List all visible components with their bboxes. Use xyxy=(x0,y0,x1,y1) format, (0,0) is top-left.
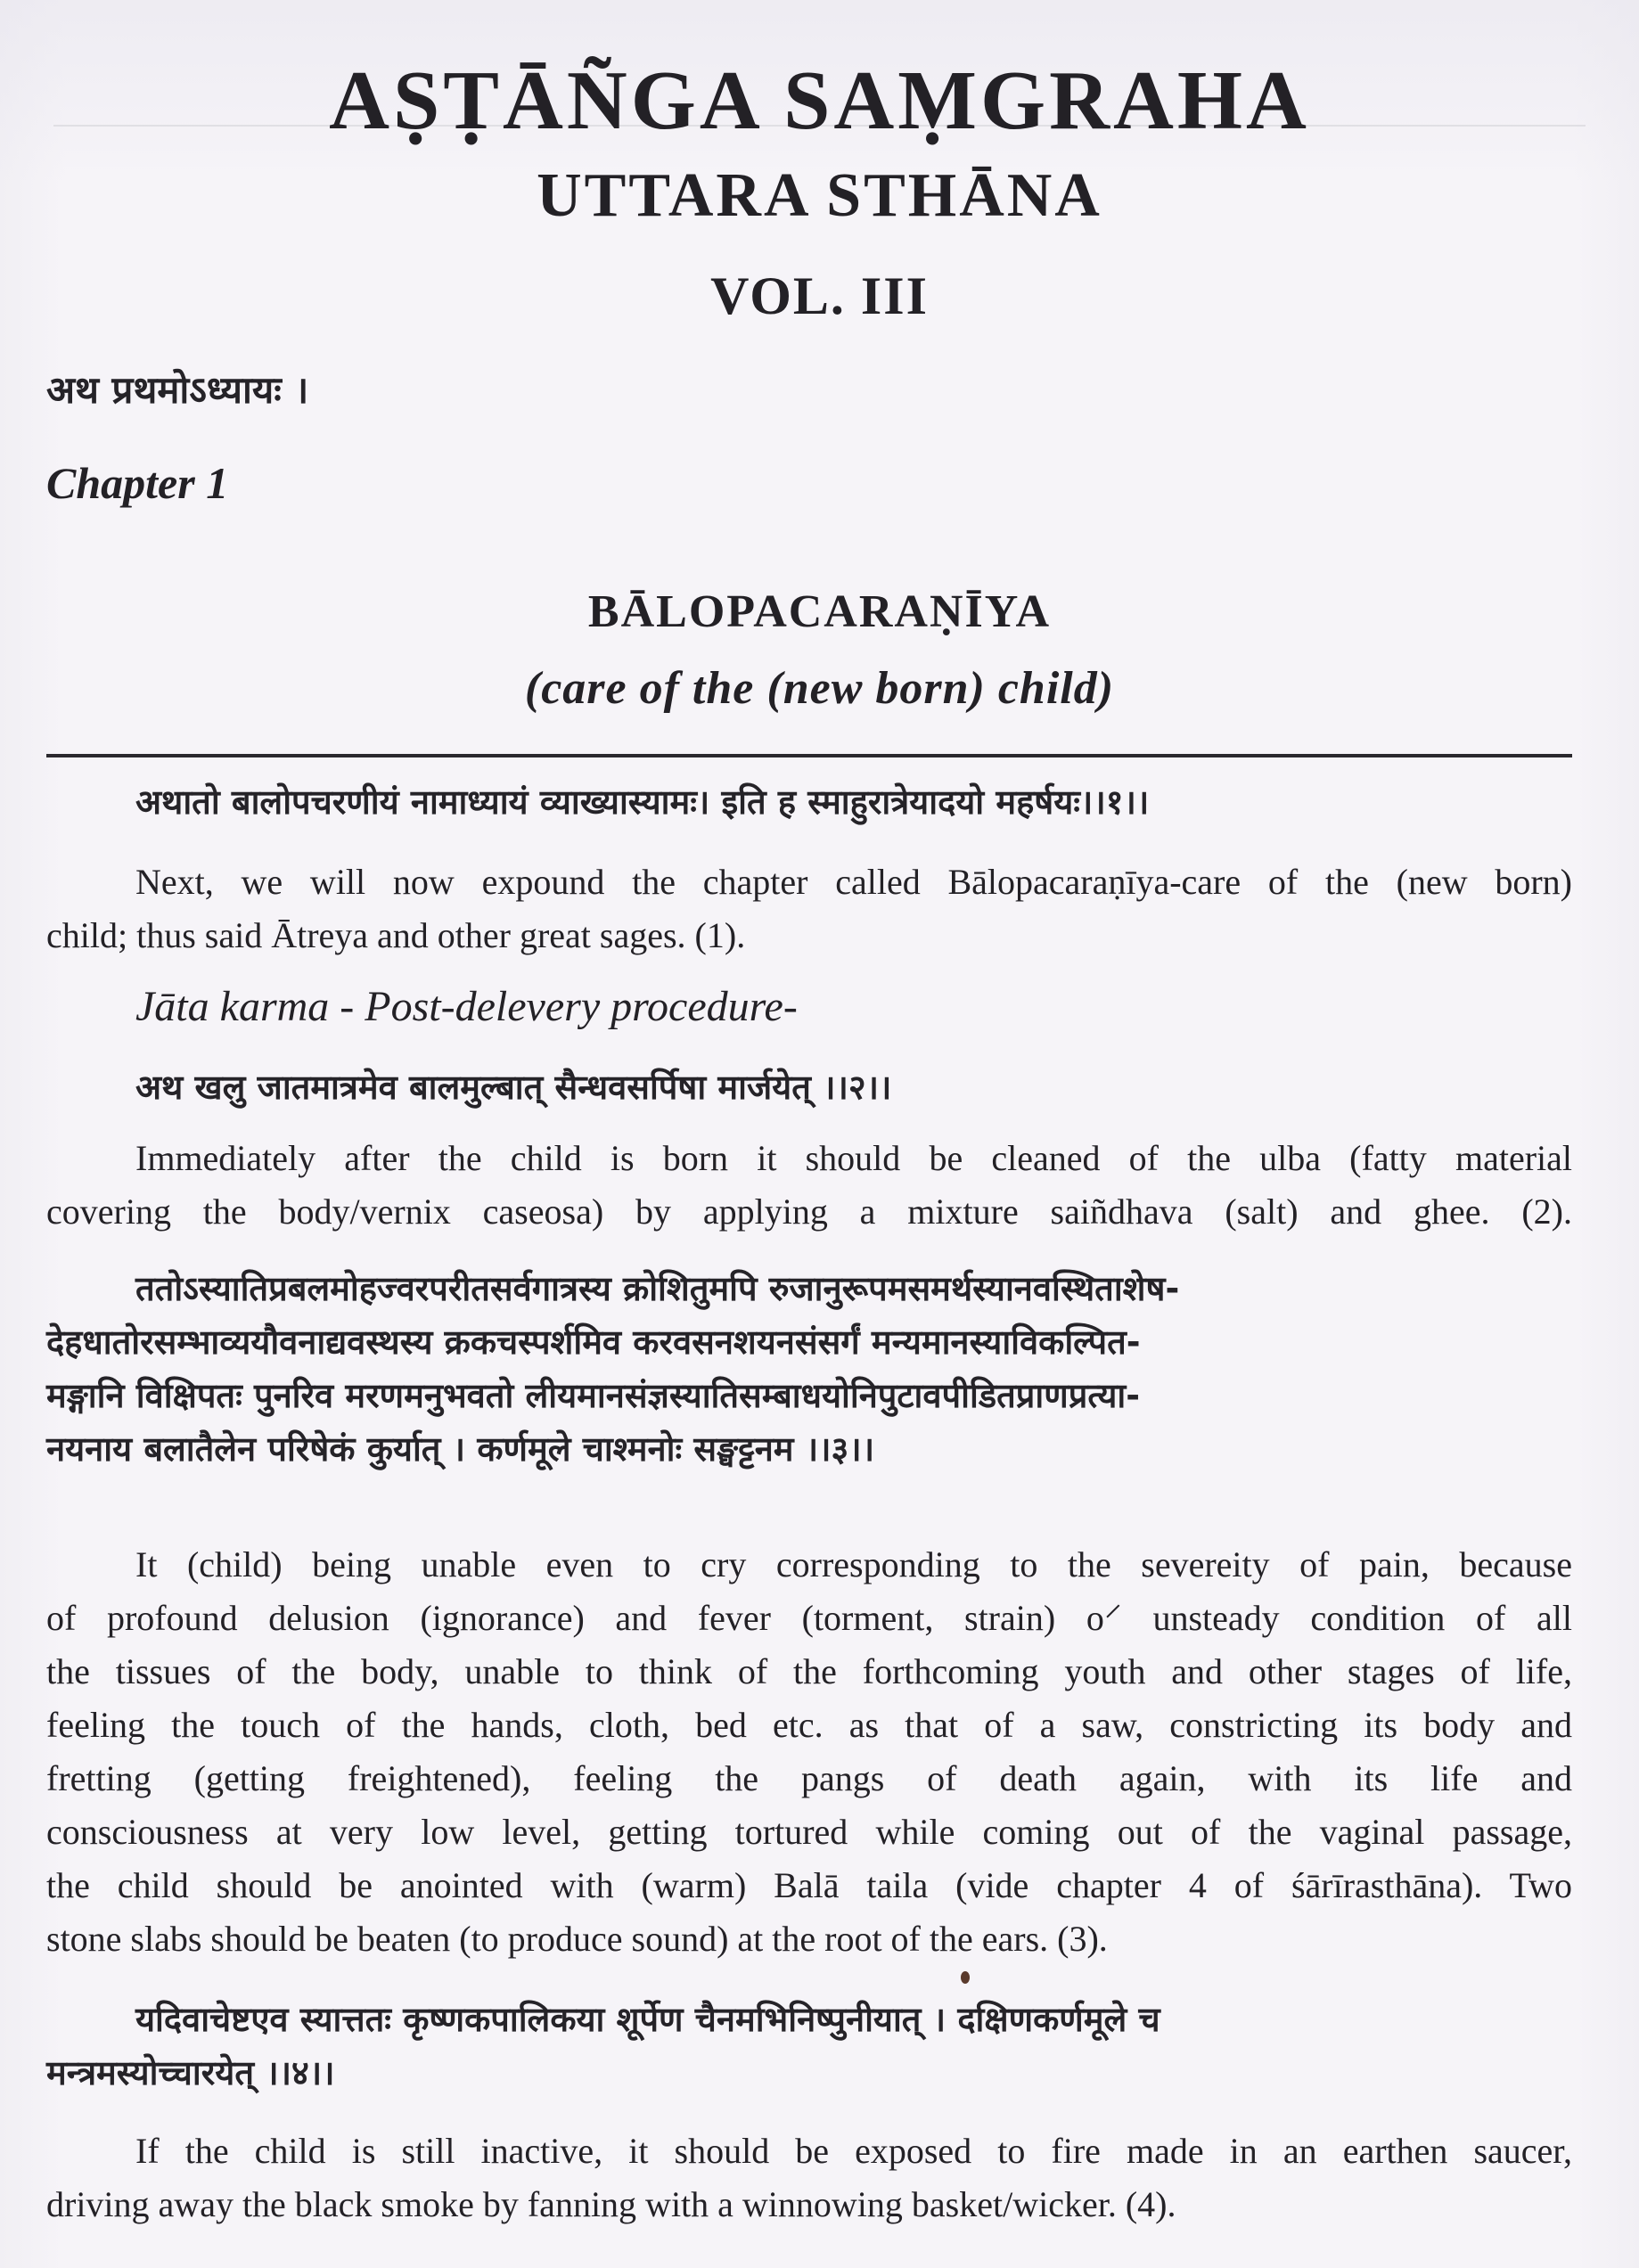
verse-line: अथातो बालोपचरणीयं नामाध्यायं व्याख्यास्यामः। इति ह स्माहुरात्रेयादयो महर्षयः।।१।। xyxy=(135,782,1150,822)
verse-line: ततोऽस्यातिप्रबलमोहज्वरपरीतसर्वगात्रस्य क्रोशितुमपि रुजानुरूपमसमर्थस्यानवस्थिताशेष- xyxy=(135,1269,1180,1308)
translation-1 xyxy=(46,856,1572,962)
translation-line: If the child is still inactive, it should be exposed to fire made in an earthen saucer, xyxy=(135,2131,1572,2171)
verse-line: अथ खलु जातमात्रमेव बालमुल्बात् सैन्धवसर्पिषा मार्जयेत् ।।२।। xyxy=(135,1068,892,1107)
verse-line: मन्त्रमस्योच्चारयेत् ।।४।। xyxy=(46,2053,335,2092)
translation-line: covering the body/vernix caseosa) by applying a mixture saiñdhava (salt) and ghee. (2). xyxy=(46,1191,1572,1232)
translation-line: It (child) being unable even to cry corresponding to the severeity of pain, because xyxy=(135,1544,1572,1584)
translation-4 xyxy=(46,2125,1572,2231)
translation-line: Immediately after the child is born it should be cleaned of the ulba (fatty material xyxy=(135,1138,1572,1178)
book-title: AṢṬĀÑGA SAṂGRAHA xyxy=(329,54,1310,147)
volume-label: VOL. III xyxy=(710,266,929,325)
translation-line: fretting (getting freightened), feeling the pangs of death again, with its life and xyxy=(46,1758,1572,1798)
verse-1 xyxy=(135,775,1572,829)
translation-line: feeling the touch of the hands, cloth, bed etc. as that of a saw, constricting its body and xyxy=(46,1705,1572,1745)
ink-speck xyxy=(961,1971,970,1984)
translation-2 xyxy=(46,1132,1572,1239)
subheading-jata-karma: Jāta karma - Post-delevery procedure- xyxy=(135,983,798,1030)
section-title: BĀLOPACARAṆĪYA xyxy=(587,586,1052,637)
book-subtitle: UTTARA STHĀNA xyxy=(537,161,1102,230)
verse-2 xyxy=(135,1060,1572,1114)
translation-line: the child should be anointed with (warm) Balā taila (vide chapter 4 of śārīrasthāna). Two xyxy=(46,1865,1572,1905)
translation-3 xyxy=(46,1538,1572,1966)
translation-line: Next, we will now expound the chapter called Bālopacaraṇīya-care of the (new born) xyxy=(135,862,1572,902)
section-subtitle: (care of the (new born) child) xyxy=(524,663,1115,714)
verse-line: मङ्गानि विक्षिपतः पुनरिव मरणमनुभवतो लीयमानसंज्ञस्यातिसम्बाधयोनिपुटावपीडितप्राणप्रत्या- xyxy=(46,1376,1141,1415)
verse-line: नयनाय बलातैलेन परिषेकं कुर्यात् । कर्णमूले चाश्मनोः सङ्घट्टनम ।।३।। xyxy=(46,1429,875,1469)
translation-line: driving away the black smoke by fanning with a winnowing basket/wicker. (4). xyxy=(46,2184,1176,2224)
verse-line: देहधातोरसम्भाव्ययौवनाद्यवस्थस्य क्रकचस्पर्शमिव करवसनशयनसंसर्गं मन्यमानस्याविकल्पित- xyxy=(46,1322,1141,1362)
translation-line: child; thus said Ātreya and other great sages. (1). xyxy=(46,915,746,955)
verse-line: यदिवाचेष्टएव स्यात्ततः कृष्णकपालिकया शूर्पेण चैनमभिनिष्पुनीयात् । दक्षिणकर्णमूले च xyxy=(135,2000,1160,2039)
verse-3 xyxy=(46,1262,1572,1476)
translation-line: the tissues of the body, unable to think of the forthcoming youth and other stages of life, xyxy=(46,1651,1572,1691)
translation-line: of profound delusion (ignorance) and fever (torment, strain) o⸍ unsteady condition of all xyxy=(46,1598,1572,1638)
verse-4 xyxy=(46,1993,1572,2100)
chapter-label: Chapter 1 xyxy=(46,458,229,508)
translation-line: stone slabs should be beaten (to produce sound) at the root of the ears. (3). xyxy=(46,1919,1108,1959)
chapter-heading-devanagari: अथ प्रथमोऽध्यायः । xyxy=(46,368,309,412)
section-divider xyxy=(46,754,1572,757)
translation-line: consciousness at very low level, getting tortured while coming out of the vaginal passage, xyxy=(46,1812,1572,1852)
